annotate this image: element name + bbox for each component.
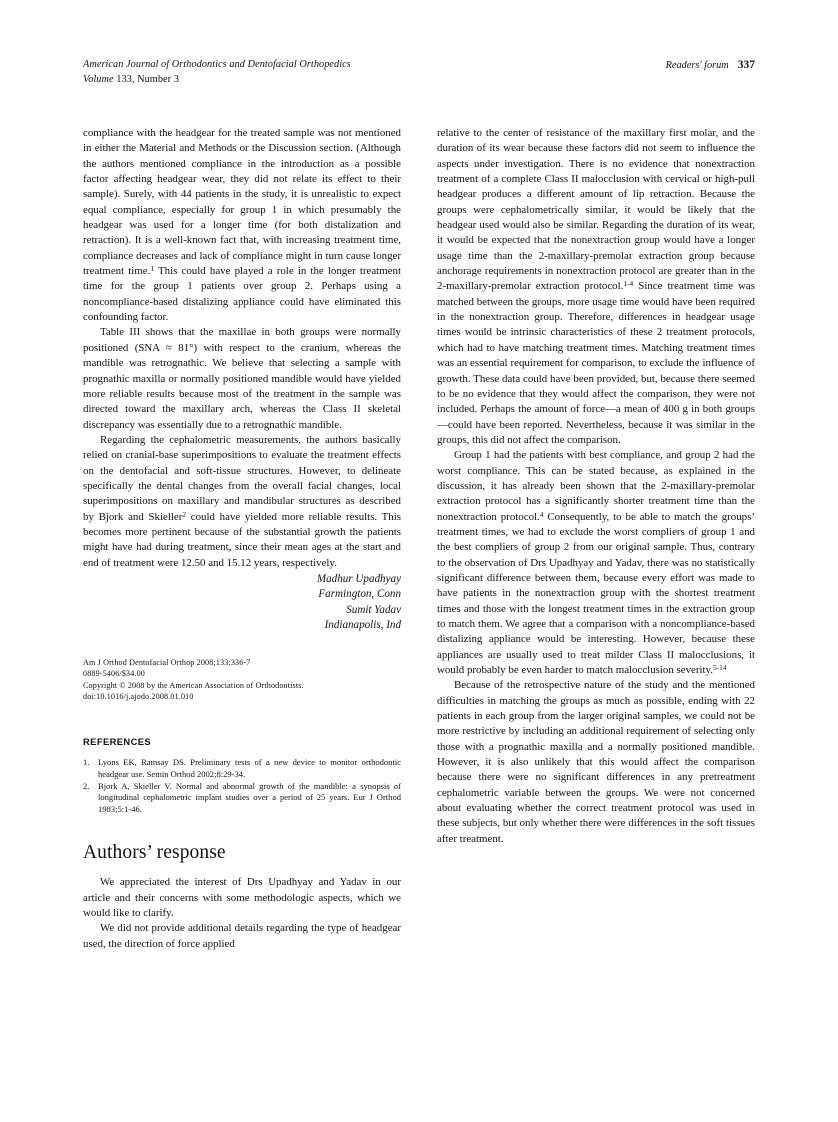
reference-marker[interactable]: 5-14 xyxy=(713,662,727,672)
paragraph: We appreciated the interest of Drs Upadhyay and Yadav in our article and their concerns with some methodologic aspects, which we would like to clarify. xyxy=(83,876,401,919)
right-column xyxy=(437,126,755,847)
paragraph-text-cont: This could have played a role in the longer treatment time for the group 1 patients over group 2. Perhaps using a noncompliance-based distalizing appliance could have eliminated this confounding factor. xyxy=(83,265,401,324)
reference-text: Lyons EK, Ramsay DS. Preliminary tests of a new device to monitor orthodontic headgear use. Semin Orthod 2002;8:29-34. xyxy=(98,757,401,779)
volume-issue: 133, Number 3 xyxy=(116,73,179,85)
signature-line: Madhur Upadhyay xyxy=(316,572,401,585)
paragraph-text: Regarding the cephalometric measurements, the authors basically relied on cranial-base superimpositions to evaluate the treatment effects on the dentofacial and soft-tissue structures. However, to delineate specifically the dental changes from the overall facial changes, local superimpositions on maxillary and mandibular structures as described by Bjork and Skieller xyxy=(83,433,401,523)
references-heading: REFERENCES xyxy=(83,736,152,747)
volume-label: Volume xyxy=(83,73,114,85)
reference-marker[interactable]: 2 xyxy=(182,509,187,519)
section-name: Readers' forum xyxy=(665,60,729,71)
paragraph-text-cont: Since treatment time was matched between the groups, more usage time would have been required in the nonextraction group. Therefore, differences in headgear usage times would be intrinsic characteristics of these 2 treatment protocols, which had to have matching treatment times. Matching treatment times was an essential requirement for comparison, to exclude the influence of growth. These data could have been provided, but, because there seemed to be no evidence that they would affect the comparison, they were not included. Perhaps the amount of force—a mean of 400 g in both groups—could have been reported. Nevertheless, because it was similar in the groups, this did not affect the comparison. xyxy=(437,280,755,446)
paragraph-text: Group 1 had the patients with best compliance, and group 2 had the worst compliance. This can be stated because, as explained in the discussion, it has already been shown that the 2-maxillary-premolar extraction protocol has a significantly shorter treatment time than the nonextraction protocol. xyxy=(437,449,755,523)
reference-number: 1. xyxy=(83,757,90,768)
paragraph xyxy=(83,126,401,325)
copyright-notice: Copyright © 2008 by the American Association of Orthodontists. xyxy=(83,680,304,690)
paragraph-text: relative to the center of resistance of the maxillary first molar, and the duration of its wear because these factors did not seem to influence the aspects under investigation. There is no evidence that nonextraction treatment of a complete Class II malocclusion with cervical or high-pull headgear produces a different amount of lip retraction. Because the groups were cephalometrically similar, it would be likely that the headgear used would also be similar. Regarding the duration of its wear, it would be expected that the nonextraction group would have a longer usage time than the 2-maxillary-premolar extraction group because anchorage requirements in nonextraction protocol are greater than in the 2-maxillary-premolar extraction protocol. xyxy=(437,127,755,293)
article-citation: Am J Orthod Dentofacial Orthop 2008;133:336-7 xyxy=(83,657,251,667)
paragraph xyxy=(437,126,755,448)
reference-marker[interactable]: 1 xyxy=(150,263,155,273)
page-number: 337 xyxy=(737,59,755,71)
reference-number: 2. xyxy=(83,780,90,791)
issn-price: 0889-5406/$34.00 xyxy=(83,669,145,679)
paragraph: Because of the retrospective nature of the study and the mentioned difficulties in matching the groups as much as possible, ending with 22 patients in each group from the larger original samples, we could not be more restrictive by including an additional requirement of selecting only those with a prognathic maxilla and a normally positioned mandible. However, it is also unlikely that this would affect the comparison because there were no significant differences in any pretreatment cephalometric variable between the groups. We were not concerned about evaluating whether the correct treatment protocol was used in these subjects, but only whether there were differences in the soft tissues after treatment. xyxy=(437,679,755,845)
paragraph-text: compliance with the headgear for the treated sample was not mentioned in either the Material and Methods or the Discussion section. (Although the authors mentioned compliance in the introduction as a possible factor affecting headgear wear, they did not relate its effect to their sample). Surely, with 44 patients in the study, it is unrealistic to expect equal compliance, especially for group 1 in which presumably the headgear was used for a longer time (for both distalization and retraction). It is a well-known fact that, with increasing treatment time, compliance decreases and lack of compliance might in turn cause longer treatment time. xyxy=(83,127,401,278)
reference-item xyxy=(83,757,401,780)
running-head-right xyxy=(666,58,755,74)
journal-title: American Journal of Orthodontics and Dentofacial Orthopedics xyxy=(83,59,351,70)
authors-response-heading: Authors’ response xyxy=(83,842,226,864)
paragraph-text-cont: Consequently, to be able to match the groups’ treatment times, we had to exclude the worst compliers of group 1 and the best compliers of group 2 from our original sample. Thus, contrary to the observation of Drs Upadhyay and Yadav, there was no statistically significant difference between them, because every effort was made to have patients in the nonextraction group with the shortest treatment times and those with the longest treatment times in the extraction group to match them. We agree that a comparison with a noncompliance-based distalizing appliance would be interesting. However, because these appliances are usually used to treat milder Class II malocclusions, it would probably be even harder to match malocclusion severity. xyxy=(437,510,755,677)
citation-block xyxy=(83,657,401,703)
author-signature-block xyxy=(83,572,401,634)
paragraph: Table III shows that the maxillae in both groups were normally positioned (SNA ≈ 81°) with respect to the cranium, whereas the mandible was retrognathic. We believe that selecting a sample with prognathic maxilla or normally positioned mandible would have yielded more reliable results because most of the treatment in the sample was directed toward the maxillary arch, whereas the Class II skeletal discrepancy was essentially due to a retrognathic mandible. xyxy=(83,326,401,431)
references-list xyxy=(83,757,401,815)
paragraph xyxy=(437,448,755,678)
reference-marker[interactable]: 1-4 xyxy=(623,279,634,289)
volume-line xyxy=(83,73,351,88)
reference-text: Bjork A, Skieller V. Normal and abnormal growth of the mandible: a synopsis of longitudinal cephalometric implant studies over a period of 25 years. Eur J Orthod 1983;5:1-46. xyxy=(98,780,401,814)
paragraph-text-cont: could have yielded more reliable results. This becomes more pertinent because of the substantial growth the patients might have had during treatment, since their mean ages at the start and end of treatment were 12.50 and 15.12 years, respectively. xyxy=(83,510,402,569)
reference-item xyxy=(83,781,401,816)
reference-marker[interactable]: 4 xyxy=(539,509,544,519)
left-column xyxy=(83,126,401,952)
running-head-left xyxy=(83,58,351,87)
running-head xyxy=(83,58,755,92)
doi[interactable]: doi:10.1016/j.ajodo.2008.01.010 xyxy=(83,692,194,702)
signature-line: Sumit Yadav xyxy=(346,603,401,616)
signature-line: Indianapolis, Ind xyxy=(324,619,401,632)
paragraph xyxy=(83,433,401,571)
paragraph: We did not provide additional details regarding the type of headgear used, the direction of force applied xyxy=(83,922,401,950)
signature-line: Farmington, Conn xyxy=(318,588,401,601)
